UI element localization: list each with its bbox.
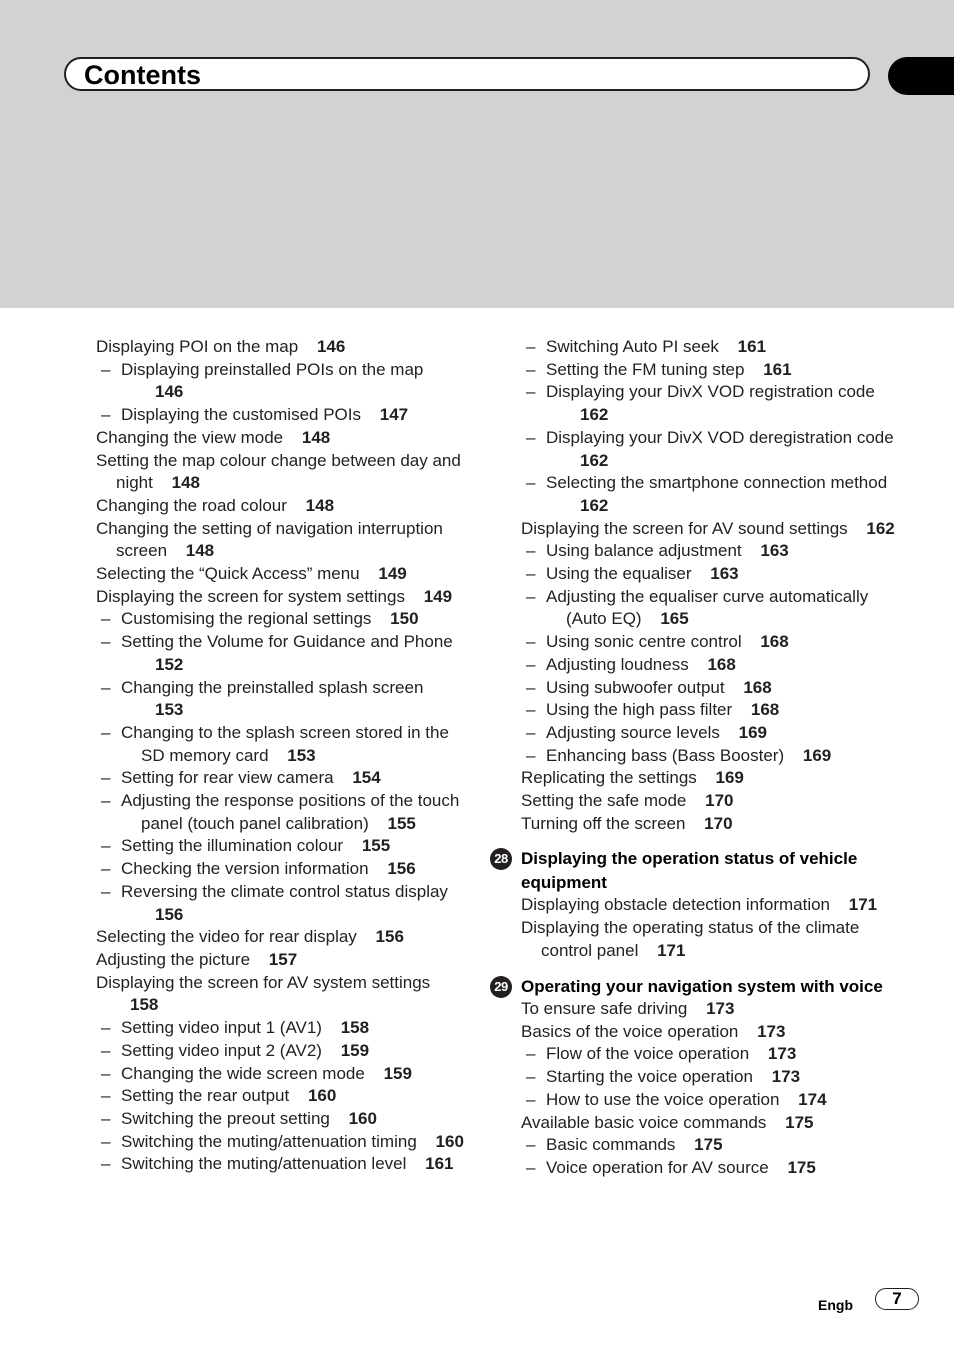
toc-page-number: 169 bbox=[715, 768, 744, 788]
toc-entry-text: Changing the wide screen mode bbox=[121, 1063, 365, 1083]
chapter-heading bbox=[494, 975, 901, 999]
toc-page-number: 168 bbox=[750, 700, 780, 720]
toc-page-number: 148 bbox=[185, 541, 215, 561]
toc-subentry[interactable] bbox=[121, 1085, 466, 1108]
toc-subentry[interactable] bbox=[546, 427, 901, 472]
toc-entry-text: Available basic voice commands bbox=[521, 1112, 767, 1132]
toc-subentry[interactable] bbox=[546, 381, 901, 426]
toc-entry[interactable] bbox=[521, 1112, 901, 1135]
toc-page-number: 175 bbox=[785, 1112, 814, 1132]
toc-page-number: 153 bbox=[287, 745, 316, 765]
toc-entry-text: Reversing the climate control status display bbox=[121, 881, 448, 901]
toc-entry-text: Displaying obstacle detection information bbox=[521, 895, 831, 915]
toc-entry[interactable] bbox=[521, 998, 901, 1021]
toc-page-number: 148 bbox=[305, 495, 335, 515]
toc-page-number: 156 bbox=[387, 859, 416, 879]
section-tab bbox=[888, 57, 954, 95]
toc-subentry[interactable] bbox=[121, 1108, 466, 1131]
toc-page-number: 168 bbox=[707, 654, 736, 674]
toc-entry[interactable] bbox=[521, 917, 901, 962]
toc-page-number: 152 bbox=[155, 654, 184, 674]
toc-entry-text: Using the equaliser bbox=[546, 564, 692, 584]
toc-entry-text: Adjusting the response positions of the touch panel (touch panel calibration) bbox=[121, 791, 460, 833]
toc-subentry[interactable] bbox=[121, 881, 466, 926]
toc-entry[interactable] bbox=[521, 767, 901, 790]
toc-entry-text: Replicating the settings bbox=[521, 768, 697, 788]
toc-entry-text: Switching the muting/attenuation timing bbox=[121, 1131, 417, 1151]
toc-entry-text: Checking the version information bbox=[121, 859, 369, 879]
toc-subentry[interactable] bbox=[546, 472, 901, 517]
toc-page-number: 158 bbox=[130, 995, 159, 1015]
toc-page-number: 168 bbox=[760, 632, 789, 652]
toc-entry-text: Displaying preinstalled POIs on the map bbox=[121, 359, 424, 379]
toc-page-number: 161 bbox=[737, 337, 767, 356]
toc-page-number: 161 bbox=[425, 1154, 454, 1174]
toc-entry-text: How to use the voice operation bbox=[546, 1089, 780, 1109]
toc-subentry[interactable] bbox=[546, 1089, 901, 1112]
header-band bbox=[0, 0, 954, 308]
toc-subentry[interactable] bbox=[121, 608, 466, 631]
toc-subentry[interactable] bbox=[546, 677, 901, 700]
toc-page-number: 148 bbox=[171, 473, 200, 493]
toc-page-number: 160 bbox=[307, 1086, 337, 1106]
toc-page-number: 162 bbox=[580, 495, 609, 515]
toc-right-column bbox=[494, 336, 901, 1180]
toc-entry-text: Adjusting source levels bbox=[546, 722, 720, 742]
toc-entry[interactable] bbox=[96, 518, 466, 563]
toc-entry-text: Selecting the smartphone connection method bbox=[546, 473, 888, 493]
toc-entry-text: Displaying the operating status of the climate control panel bbox=[521, 918, 860, 960]
toc-subentry[interactable] bbox=[546, 359, 901, 382]
toc-entry-text: Setting the illumination colour bbox=[121, 836, 344, 856]
chapter-title: Displaying the operation status of vehicle equipment bbox=[521, 849, 858, 892]
toc-entry-text: Setting the Volume for Guidance and Phone bbox=[121, 632, 453, 652]
toc-subentry[interactable] bbox=[546, 631, 901, 654]
toc-entry[interactable] bbox=[96, 949, 466, 972]
toc-page-number: 148 bbox=[301, 427, 331, 447]
toc-entry-text: Setting video input 1 (AV1) bbox=[121, 1018, 322, 1038]
toc-entry-text: Changing the view mode bbox=[96, 427, 284, 447]
toc-entry-text: Displaying the customised POIs bbox=[121, 405, 361, 425]
page-number: 7 bbox=[875, 1288, 919, 1310]
toc-entry-text: Displaying the screen for AV system settings bbox=[96, 972, 431, 992]
toc-entry-text: Customising the regional settings bbox=[121, 609, 372, 629]
toc-entry[interactable] bbox=[96, 336, 466, 359]
toc-subentry[interactable] bbox=[121, 767, 466, 790]
toc-page-number: 156 bbox=[155, 904, 184, 924]
toc-page-number: 163 bbox=[760, 541, 789, 561]
toc-page-number: 149 bbox=[378, 564, 407, 584]
toc-entry-text: Setting video input 2 (AV2) bbox=[121, 1040, 322, 1060]
toc-page-number: 170 bbox=[705, 791, 734, 811]
toc-entry-text: Starting the voice operation bbox=[546, 1067, 753, 1087]
toc-subentry[interactable] bbox=[121, 1040, 466, 1063]
toc-subentry[interactable] bbox=[546, 1066, 901, 1089]
toc-page-number: 171 bbox=[848, 895, 878, 915]
toc-entry-text: Enhancing bass (Bass Booster) bbox=[546, 745, 785, 765]
toc-entry-text: To ensure safe driving bbox=[521, 999, 688, 1019]
toc-entry[interactable] bbox=[96, 586, 466, 609]
toc-subentry[interactable] bbox=[546, 1157, 901, 1180]
toc-entry[interactable] bbox=[521, 813, 901, 836]
toc-page-number: 158 bbox=[340, 1018, 370, 1038]
toc-subentry[interactable] bbox=[121, 1063, 466, 1086]
toc-left-column bbox=[96, 336, 466, 1176]
toc-subentry[interactable] bbox=[121, 631, 466, 676]
toc-subentry[interactable] bbox=[121, 1153, 466, 1176]
toc-subentry[interactable] bbox=[121, 677, 466, 722]
toc-entry[interactable] bbox=[96, 495, 466, 518]
toc-page-number: 159 bbox=[340, 1040, 370, 1060]
toc-entry-text: Displaying POI on the map bbox=[96, 337, 299, 356]
toc-page-number: 160 bbox=[435, 1131, 464, 1151]
toc-entry[interactable] bbox=[521, 1021, 901, 1044]
toc-subentry[interactable] bbox=[121, 404, 466, 427]
toc-entry-text: Basics of the voice operation bbox=[521, 1021, 739, 1041]
toc-entry[interactable] bbox=[521, 518, 901, 541]
toc-subentry[interactable] bbox=[121, 858, 466, 881]
toc-page-number: 146 bbox=[316, 337, 346, 356]
toc-page-number: 163 bbox=[710, 564, 739, 584]
toc-entry-text: Setting for rear view camera bbox=[121, 768, 334, 788]
toc-page-number: 175 bbox=[694, 1135, 723, 1155]
toc-entry-text: Setting the FM tuning step bbox=[546, 359, 745, 379]
toc-subentry[interactable] bbox=[121, 359, 466, 404]
toc-page-number: 161 bbox=[763, 359, 792, 379]
toc-subentry[interactable] bbox=[546, 1043, 901, 1066]
toc-entry-text: Selecting the “Quick Access” menu bbox=[96, 564, 360, 584]
toc-page-number: 150 bbox=[390, 609, 419, 629]
toc-entry-text: Flow of the voice operation bbox=[546, 1044, 750, 1064]
toc-page-number: 155 bbox=[387, 813, 416, 833]
toc-entry[interactable] bbox=[96, 926, 466, 949]
toc-page-number: 165 bbox=[660, 609, 689, 629]
toc-entry-text: Displaying the screen for system settings bbox=[96, 586, 405, 606]
toc-page-number: 154 bbox=[352, 768, 381, 788]
toc-entry[interactable] bbox=[521, 790, 901, 813]
toc-page-number: 146 bbox=[155, 382, 184, 402]
toc-entry-text: Displaying the screen for AV sound settings bbox=[521, 518, 848, 538]
toc-entry-text: Adjusting loudness bbox=[546, 654, 689, 674]
toc-page-number: 173 bbox=[767, 1044, 797, 1064]
toc-entry-text: Voice operation for AV source bbox=[546, 1158, 769, 1177]
chapter-number-badge: 29 bbox=[490, 976, 512, 998]
toc-entry-text: Switching the muting/attenuation level bbox=[121, 1154, 407, 1174]
toc-subentry[interactable] bbox=[546, 563, 901, 586]
toc-subentry[interactable] bbox=[546, 745, 901, 768]
toc-page-number: 155 bbox=[361, 836, 391, 856]
toc-subentry[interactable] bbox=[546, 336, 901, 359]
toc-entry-text: Switching Auto PI seek bbox=[546, 337, 719, 356]
toc-entry-text: Adjusting the picture bbox=[96, 949, 251, 969]
toc-page-number: 162 bbox=[866, 518, 895, 538]
toc-entry-text: Using subwoofer output bbox=[546, 677, 725, 697]
toc-entry-text: Changing the preinstalled splash screen bbox=[121, 677, 424, 697]
toc-entry-text: Adjusting the equaliser curve automatically (Auto EQ) bbox=[546, 586, 869, 629]
toc-entry-text: Turning off the screen bbox=[521, 813, 686, 833]
toc-page-number: 174 bbox=[798, 1089, 827, 1109]
toc-subentry[interactable] bbox=[121, 1017, 466, 1040]
page-title: Contents bbox=[84, 60, 201, 90]
toc-page-number: 169 bbox=[738, 722, 767, 742]
toc-entry[interactable] bbox=[521, 894, 901, 917]
toc-subentry[interactable] bbox=[121, 835, 466, 858]
toc-subentry[interactable] bbox=[546, 654, 901, 677]
toc-entry-text: Switching the preout setting bbox=[121, 1108, 330, 1128]
toc-page-number: 162 bbox=[580, 405, 609, 425]
toc-subentry[interactable] bbox=[546, 586, 901, 631]
toc-subentry[interactable] bbox=[121, 722, 466, 767]
toc-page-number: 149 bbox=[423, 586, 453, 606]
toc-subentry[interactable] bbox=[546, 1134, 901, 1157]
toc-page-number: 156 bbox=[375, 927, 404, 947]
toc-page-number: 173 bbox=[771, 1067, 801, 1087]
toc-page-number: 173 bbox=[757, 1021, 786, 1041]
language-code: Engb bbox=[818, 1297, 853, 1313]
toc-entry-text: Using sonic centre control bbox=[546, 632, 742, 652]
toc-entry-text: Setting the map colour change between day and night bbox=[96, 450, 461, 493]
toc-entry-text: Selecting the video for rear display bbox=[96, 927, 357, 947]
toc-entry[interactable] bbox=[96, 450, 466, 495]
toc-entry-text: Setting the rear output bbox=[121, 1086, 290, 1106]
toc-subentry[interactable] bbox=[546, 722, 901, 745]
toc-entry-text: Setting the safe mode bbox=[521, 791, 687, 811]
toc-subentry[interactable] bbox=[546, 540, 901, 563]
toc-entry-text: Using the high pass filter bbox=[546, 700, 733, 720]
chapter-heading bbox=[494, 847, 901, 894]
toc-page-number: 159 bbox=[383, 1063, 412, 1083]
toc-page-number: 173 bbox=[706, 999, 735, 1019]
chapter-number-badge: 28 bbox=[490, 848, 512, 870]
toc-subentry[interactable] bbox=[121, 790, 466, 835]
toc-page-number: 153 bbox=[155, 700, 184, 720]
chapter-title: Operating your navigation system with voice bbox=[521, 976, 883, 996]
toc-entry-text: Displaying your DivX VOD registration code bbox=[546, 382, 875, 402]
toc-entry[interactable] bbox=[96, 972, 466, 1017]
toc-subentry[interactable] bbox=[121, 1131, 466, 1154]
toc-entry-text: Displaying your DivX VOD deregistration code bbox=[546, 427, 894, 447]
toc-page-number: 160 bbox=[348, 1108, 377, 1128]
toc-entry-text: Changing the road colour bbox=[96, 495, 287, 515]
toc-entry[interactable] bbox=[96, 563, 466, 586]
toc-page-number: 170 bbox=[704, 813, 733, 833]
toc-page-number: 175 bbox=[787, 1158, 816, 1177]
toc-entry[interactable] bbox=[96, 427, 466, 450]
toc-entry-text: Using balance adjustment bbox=[546, 541, 742, 561]
toc-entry-text: Changing the setting of navigation interruption screen bbox=[96, 518, 443, 561]
toc-subentry[interactable] bbox=[546, 699, 901, 722]
toc-page-number: 171 bbox=[657, 940, 686, 960]
toc-entry-text: Basic commands bbox=[546, 1135, 676, 1155]
toc-page-number: 147 bbox=[379, 405, 409, 425]
toc-page-number: 169 bbox=[802, 745, 832, 765]
toc-page-number: 162 bbox=[580, 450, 609, 470]
toc-page-number: 168 bbox=[743, 677, 772, 697]
toc-entry-text: Changing to the splash screen stored in the SD memory card bbox=[121, 722, 449, 765]
toc-page-number: 157 bbox=[268, 949, 298, 969]
